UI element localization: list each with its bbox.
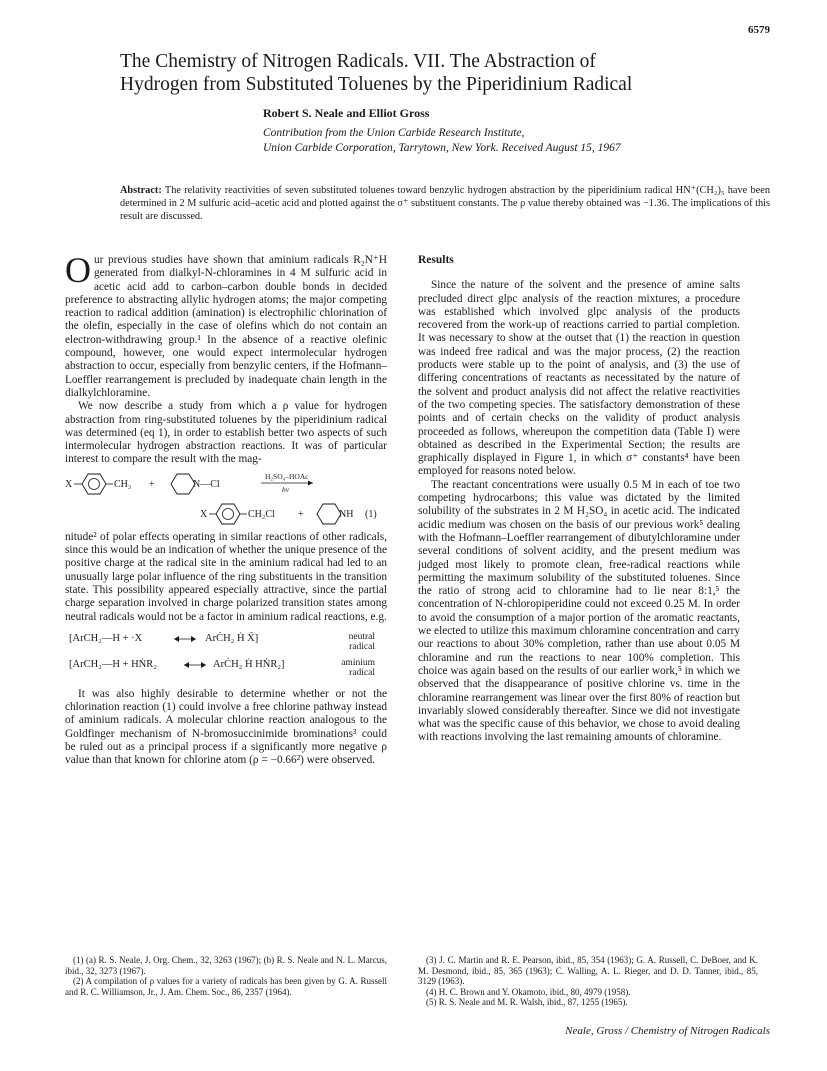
piperidine-ring-2-icon [317,504,341,524]
paragraph-4: It was also highly desirable to determine whether or not the chlorination reaction (1) could involve a free chlorine pathway instead of aminium radicals. A molecular chlorine reaction analogous to the Goldfinger mechanism of N-bromosuccinimide brominations³ could be ruled out as a principal process if a significantly more negative ρ value than that known for chlorine atom (ρ = −0.66²) were observed. [65,687,387,767]
reaction-arrow-icon [308,480,313,485]
footnotes-left [65,955,387,997]
abstract-text: The relativity reactivities of seven substituted toluenes toward benzylic hydrogen abstraction by the piperidinium radical HN⁺(CH₂)₅ have been determined in 2 M sulfuric acid–acetic acid and plotted against the σ⁺ substituent constants. The ρ value thereby obtained was −1.36. The implications of this result are discussed. [120,185,770,222]
footnote-5: (5) R. S. Neale and M. R. Walsh, ibid., 87, 1255 (1965). [426,997,628,1007]
equation-1 [65,469,387,527]
reaction-2-label [315,658,375,678]
title-line-2: Hydrogen from Substituted Toluenes by the Piperidinium Radical [120,74,633,95]
reaction-1-label-b: radical [349,641,375,652]
affiliation-line-1: Contribution from the Union Carbide Research Institute, [263,127,525,139]
benzene-ring-icon [82,474,106,494]
results-paragraph-2: The reactant concentrations were usually 0.5 M in each of toe two competing hydrocarbons; this value was dictated by the limited solubility of the substrates in 2 M H₂SO₄ in acetic acid. The indicated acidic medium was chosen on the basis of our previous work⁵ dealing with the Hofmann–Loeffler rearrangement of dibutylchloramine under several conditions of solvent acidity, and the present medium was judged most likely to promote clean, free-radical reactions while permitting the maximum solubility of the substituted toluenes. Since the ratio of strong acid to chloramine had to lie near 8:1,⁵ the concentration of N-chloropiperidine could not exceed 0.25 M. In order to avoid the consumption of a major portion of the aromatic reactants, we elected to utilize this maximum chloramine concentration and carry our reactions to about 30% completion, rather than use about 0.05 M chloramine and run the reactions to near 100% completion. This choice was again based on the results of our earlier work,⁵ in which we observed that the disappearance of positive chlorine vs. time in the chloramine rearrangement was linear over the first 80% of reaction but invariably slowed considerably thereafter. Since we did not investigate what was the specific cause of this behavior, we chose to avoid dealing with reactions involving the last remaining amounts of chloramine. [418,478,740,744]
footnote-4: (4) H. C. Brown and Y. Okamoto, ibid., 80, 4979 (1958). [426,986,631,997]
piperidine-ring-icon [171,474,195,494]
polar-reactions [65,630,387,682]
reaction-2-left: [ArCH₂—H + HṄR₂ [69,658,157,670]
eq-number: (1) [365,508,377,520]
eq-ch3: CH₃ [114,478,132,490]
reaction-2-label-a: aminium [341,657,375,668]
results-paragraph-1: Since the nature of the solvent and the presence of amine salts precluded direct glpc analysis of the reaction mixtures, a procedure was established which involved glpc analysis of the products recovered from the work-up of reactions carried to partial completion. It was necessary to show at the outset that (1) the reaction in question was indeed free radical and was the major process, (2) the reaction products were stable up to the point of analysis, and (3) the use of differing concentrations of reactants as necessitated by the nature of the solvent and product analysis did not affect the relative reactivities of the two competing species. The satisfactory demonstration of these points and of certain checks on the validity of product analysis proceeded as follows, whereupon the competition data (Table I) were obtained as described in the Experimental Section; the results are graphically displayed in Figure 1, in which σ⁺ constants⁴ have been employed for reasons noted below. [418,279,740,478]
running-footer: Neale, Gross / Chemistry of Nitrogen Radicals [565,1025,770,1037]
benzene-ring-2-icon [216,504,240,524]
eq-plus-2: + [298,508,304,520]
paragraph-2: We now describe a study from which a ρ value for hydrogen abstraction from ring-substituted toluenes by the piperidinium radical was determined (eq 1), in order to establish better two aspects of such intermolecular hydrogen abstraction reactions. It was of particular interest to compare the result with the mag- [65,400,387,466]
eq-x1: X [65,478,73,490]
intro-paragraph [65,250,387,400]
eq-ncl: N—Cl [193,478,220,490]
footnotes-right [418,955,758,1008]
authors: Robert S. Neale and Elliot Gross [263,106,430,120]
abstract-label: Abstract: [120,185,162,196]
left-column [65,250,387,768]
reaction-1-left: [ArCH₂—H + ·X [69,632,143,644]
eq-conditions-top: H₂SO₄–HOAc [265,471,309,481]
section-heading-results: Results [418,254,454,266]
reaction-2-label-b: radical [349,667,375,678]
reaction-2-arrow-icon [183,660,207,670]
eq-plus-1: + [149,478,155,490]
reaction-2-right: ArĊH₂ Ḣ HṄR₂] [213,658,285,670]
paragraph-3: nitude² of polar effects operating in similar reactions of other radicals, since this would be an indication of whether the unique presence of the positive charge at the radical site in the aminium radical had led to an unusually large polar influence of the ring substituents in the transition state. This possibility appeared especially attractive, since the partial charge separation involved in charge polarized transition states among neutral radicals would not be a factor in aminium radical reactions, e.g. [65,530,387,623]
reaction-1-right: ArĊH₂ Ḣ X̄] [205,632,259,644]
reaction-1-label [315,632,375,652]
footnote-1: (1) (a) R. S. Neale, J. Org. Chem., 32, 3263 (1967); (b) R. S. Neale and N. L. Marcus, ibid., 32, 3273 (1967). [65,955,387,976]
page-number: 6579 [748,24,770,36]
footnote-3: (3) J. C. Martin and R. E. Pearson, ibid., 85, 354 (1963); G. A. Russell, C. DeBoer, and K. M. Desmond, ibid., 85, 365 (1963); C. Walling, A. L. Rieger, and D. D. Tanner, ibid., 85, 3129 (1963). [418,955,758,986]
equation-1-graphic [65,469,387,527]
title-line-1: The Chemistry of Nitrogen Radicals. VII. The Abstraction of [120,51,596,72]
eq-nh: NH [339,508,354,520]
eq-ch2cl: CH₂Cl [248,508,275,520]
article-title [120,50,770,96]
abstract [120,184,770,223]
intro-text: ur previous studies have shown that aminium radicals R₂N⁺H generated from dialkyl-N-chloramines in 4 M sulfuric acid in acetic acid add to carbon–carbon double bonds in decided preference to abstracting allylic hydrogen atoms; the major competing reaction to radical addition (amination) is electrophilic chlorination of the olefin, especially in the case of olefins which do not contain an electron-withdrawing group.¹ In the absence of a reactive olefinic compound, however, one would expect intermolecular hydrogen abstraction to occur, especially from benzylic centers, if the Hofmann–Loeffler rearrangement is precluded by inadequate chain length in the dialkylchloramine. [65,254,387,399]
eq-x2: X [200,508,208,520]
reaction-1-label-a: neutral [348,631,375,642]
affiliation [263,126,763,156]
drop-cap: O [65,250,91,290]
footnote-2: (2) A compilation of ρ values for a variety of radicals has been given by G. A. Russell and R. C. Williamson, Jr., J. Am. Chem. Soc., 86, 2357 (1964). [65,976,387,997]
eq-conditions-bottom: hν [282,484,290,494]
reaction-1-arrow-icon [173,634,197,644]
affiliation-line-2: Union Carbide Corporation, Tarrytown, New York. Received August 15, 1967 [263,142,621,154]
right-column [418,254,740,745]
